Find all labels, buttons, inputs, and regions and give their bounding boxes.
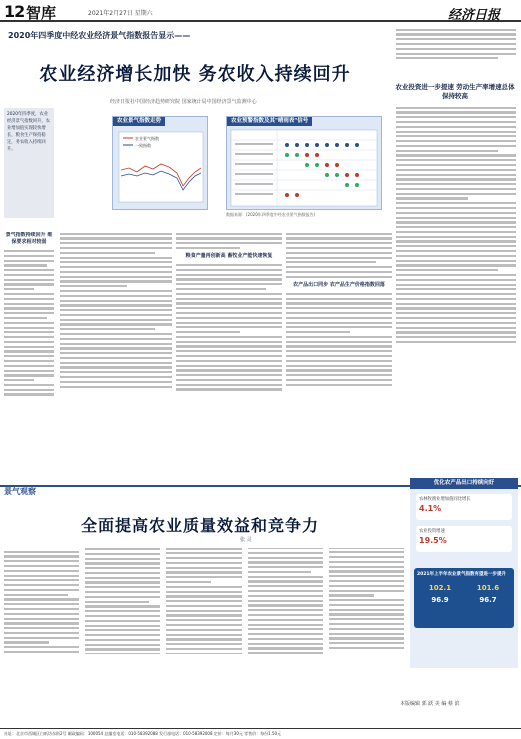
subhead-1: 景气指数持续回升 维保要求相对较弱 xyxy=(5,232,53,245)
intro-text: 2020年四季度，农业经济景气指数回升，农业增加值实现较快增长，粮食生产保持稳定，务农收入持续回升。 xyxy=(7,112,50,152)
forecast-value-1: 102.1 xyxy=(428,584,452,592)
chart1-legend-1: 农业景气指数 xyxy=(135,136,159,141)
section-name: 景气观察 xyxy=(4,487,36,496)
text-column-3 xyxy=(176,230,282,480)
editors-credit: 本版编辑 郭 跃 美 编 蔡 滨 xyxy=(400,701,460,707)
infographic-title: 优化农产品出口持续向好 xyxy=(410,478,518,489)
masthead-logo: 经济日报 xyxy=(448,8,501,23)
page-header xyxy=(0,0,521,22)
agri-index-chart xyxy=(112,116,208,210)
subhead-3: 农产品出口同步 农产品生产价格指数回落 xyxy=(293,281,385,288)
chart2-note: 数据来源：(2020年四季度中经农业景气指数报告) xyxy=(226,212,316,217)
forecast-value-3: 96.9 xyxy=(431,596,449,604)
infographic-item-1-value: 4.1% xyxy=(419,504,442,513)
text-column-5 xyxy=(396,104,516,480)
infographic-item-2-label: 农业投资增速 xyxy=(419,529,445,534)
forecast-value-4: 96.7 xyxy=(479,596,497,604)
infographic-item-2 xyxy=(416,526,512,552)
body-lines xyxy=(4,250,54,396)
text-column-2 xyxy=(60,230,172,480)
page-name: 智库 xyxy=(26,4,57,22)
section-headline: 全面提高农业质量效益和竞争力 xyxy=(80,516,319,535)
infographic-forecast-label: 2021年上半年农业景气指数有望进一步提升 xyxy=(417,572,507,577)
chart2-table xyxy=(227,126,381,210)
text-column-1 xyxy=(4,232,54,482)
section-body xyxy=(4,548,404,726)
infographic-item-2-value: 19.5% xyxy=(419,536,447,545)
page-number: 12 xyxy=(4,2,25,21)
chart2-title: 农业预警指数及其"晴雨表"信号 xyxy=(227,117,312,126)
story-headline: 农业经济增长加快 务农收入持续回升 xyxy=(39,64,351,85)
subhead-4: 农业投资进一步提速 劳动生产率增速总体保持较高 xyxy=(395,83,515,100)
story-kicker: 2020年四季度中经农业经济景气指数报告显示—— xyxy=(8,31,191,40)
infographic xyxy=(410,478,518,668)
infographic-forecast xyxy=(414,568,514,628)
forecast-value-2: 101.6 xyxy=(476,584,500,592)
chart1-plot xyxy=(113,126,207,210)
text-column-5-top xyxy=(396,26,516,82)
chart1-legend-2: 一致指数 xyxy=(135,143,151,148)
chart1-title: 农业景气指数走势 xyxy=(113,117,165,126)
warning-index-chart xyxy=(226,116,382,210)
section-author: 张 灵 xyxy=(240,537,252,543)
intro-box xyxy=(4,108,54,218)
story-credit: 经济日报社中国经济趋势研究院 国家统计局中国经济景气监测中心 xyxy=(110,99,257,105)
text-column-4 xyxy=(286,230,392,480)
infographic-item-1 xyxy=(416,494,512,520)
infographic-item-1-label: 农林牧渔业增加值同比增长 xyxy=(419,497,471,502)
page-date: 2021年2月27日 星期六 xyxy=(88,10,153,17)
page-footer: 社址：北京市西城区白纸坊东街2号 邮政编码：100054 总编室电话：010-58392088 发行部电话：010-58392008 定价：每月30元 零售价：每份1.50元 xyxy=(0,728,521,739)
subhead-2: 粮食产量再创新高 畜牧业产能快速恢复 xyxy=(185,253,273,260)
